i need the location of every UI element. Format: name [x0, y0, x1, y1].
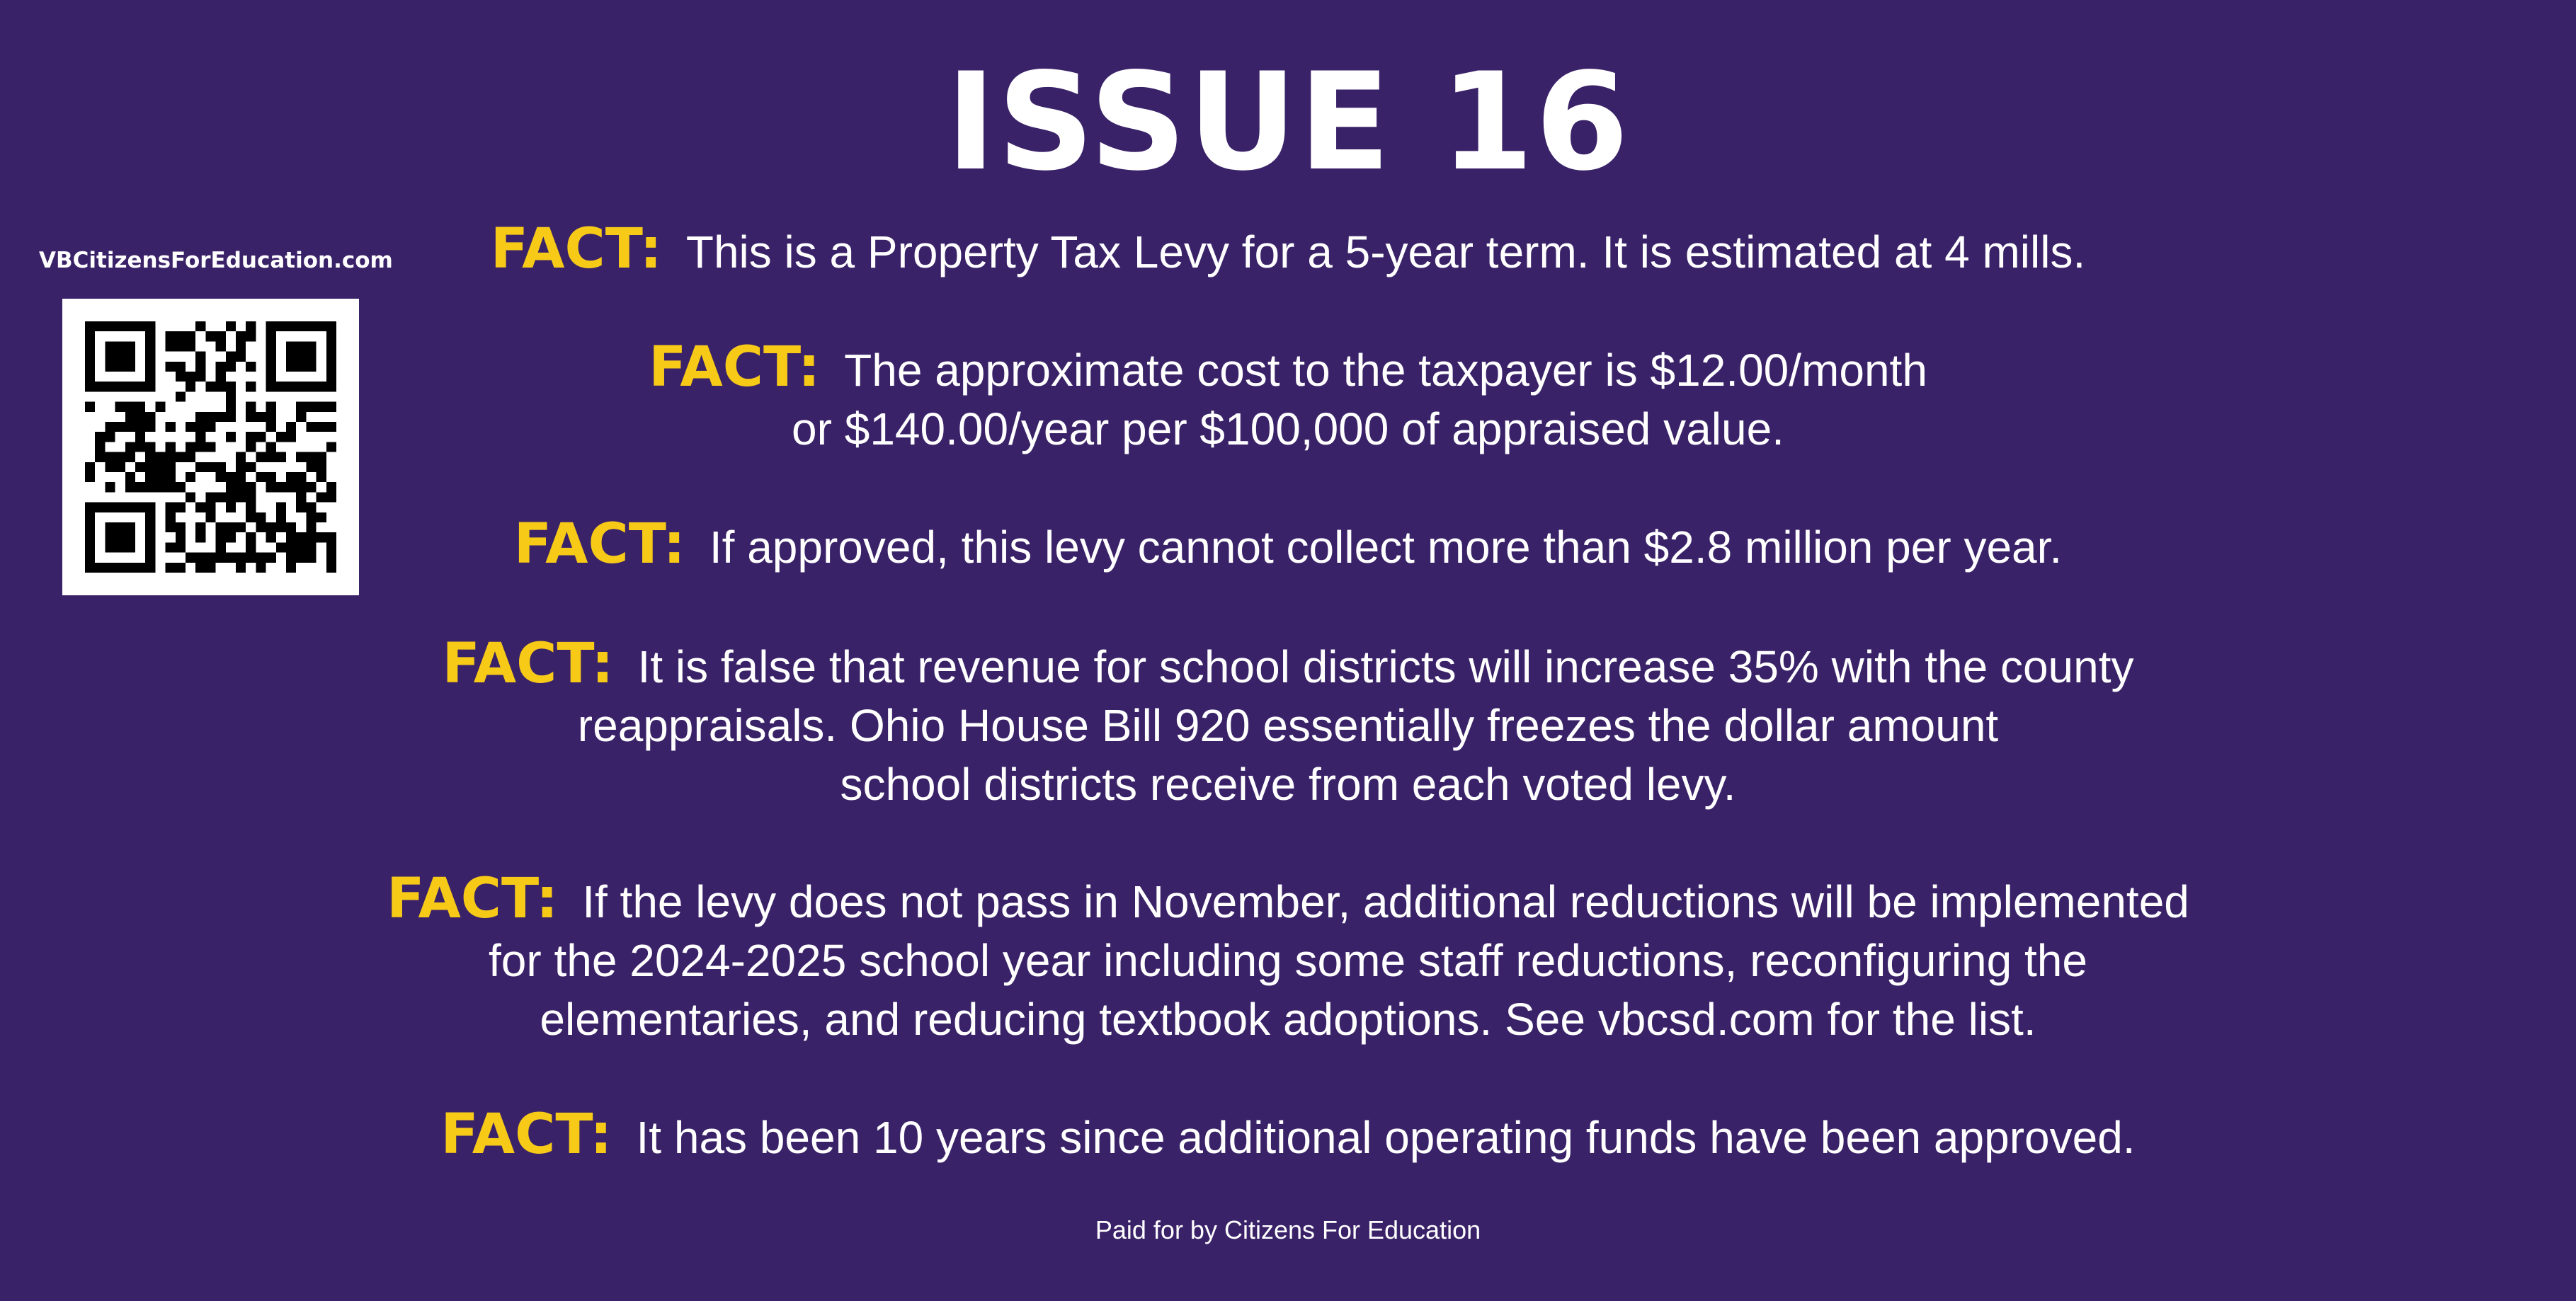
- qr-module: [216, 472, 226, 482]
- qr-module: [326, 321, 336, 331]
- qr-module: [166, 482, 176, 492]
- fact-line: for the 2024-2025 school year including some staff reductions, reconfiguring the: [489, 935, 2087, 986]
- qr-module: [236, 492, 246, 502]
- fact-label: FACT:: [442, 632, 614, 696]
- qr-module: [205, 462, 215, 472]
- qr-module: [125, 482, 135, 492]
- fact-line: school districts receive from each voted levy.: [840, 759, 1736, 810]
- qr-module: [125, 472, 135, 482]
- qr-module: [226, 472, 236, 482]
- fact-text: If the levy does not pass in November, additional reductions will be implemented: [582, 876, 2189, 927]
- qr-module: [85, 321, 95, 331]
- qr-module: [145, 482, 155, 492]
- fact-3: [0, 512, 2576, 577]
- fact-text: The approximate cost to the taxpayer is $12.00/month: [844, 345, 1927, 396]
- fact-label: FACT:: [649, 336, 821, 399]
- qr-module: [95, 503, 105, 512]
- qr-module: [246, 321, 256, 331]
- qr-module: [95, 321, 105, 331]
- qr-module: [205, 503, 215, 512]
- qr-module: [186, 492, 195, 502]
- fact-line: [0, 867, 2576, 932]
- qr-module: [186, 472, 195, 482]
- qr-module: [326, 492, 336, 502]
- qr-module: [317, 492, 326, 502]
- fact-line: [0, 217, 2576, 282]
- qr-module: [236, 462, 246, 472]
- qr-module: [296, 492, 306, 502]
- qr-module: [125, 503, 135, 512]
- qr-module: [205, 492, 215, 502]
- qr-module: [306, 321, 316, 331]
- qr-module: [266, 482, 276, 492]
- fact-line: reappraisals. Ohio House Bill 920 essentially freezes the dollar amount: [577, 700, 1999, 751]
- qr-module: [286, 321, 296, 331]
- qr-module: [135, 503, 145, 512]
- fact-label: FACT:: [490, 217, 662, 281]
- fact-line: [0, 1103, 2576, 1167]
- qr-module: [317, 462, 326, 472]
- qr-module: [85, 462, 95, 472]
- fact-line: or $140.00/year per $100,000 of appraised value.: [792, 403, 1784, 454]
- fact-4: [0, 632, 2576, 814]
- qr-module: [226, 321, 236, 331]
- qr-module: [155, 472, 165, 482]
- qr-module: [286, 472, 296, 482]
- qr-module: [195, 462, 205, 472]
- qr-module: [195, 503, 205, 512]
- qr-module: [276, 321, 286, 331]
- qr-module: [246, 503, 256, 512]
- qr-module: [306, 462, 316, 472]
- qr-module: [236, 472, 246, 482]
- qr-module: [145, 472, 155, 482]
- fact-label: FACT:: [387, 867, 559, 931]
- qr-module: [176, 482, 186, 492]
- qr-module: [296, 503, 306, 512]
- fact-line: [0, 632, 2576, 697]
- fact-text: It is false that revenue for school districts will increase 35% with the county: [637, 641, 2134, 692]
- fact-line: [0, 512, 2576, 577]
- fact-text: If approved, this levy cannot collect more than $2.8 million per year.: [709, 522, 2063, 573]
- qr-module: [286, 482, 296, 492]
- qr-module: [246, 492, 256, 502]
- qr-module: [145, 321, 155, 331]
- qr-module: [317, 472, 326, 482]
- paid-for-disclaimer: Paid for by Citizens For Education: [1095, 1215, 1481, 1244]
- qr-module: [246, 462, 256, 472]
- qr-module: [155, 482, 165, 492]
- qr-module: [306, 482, 316, 492]
- qr-module: [105, 482, 115, 492]
- fact-2: [0, 338, 2576, 459]
- qr-module: [166, 462, 176, 472]
- qr-module: [195, 321, 205, 331]
- qr-module: [145, 503, 155, 512]
- fact-text: This is a Property Tax Levy for a 5-year term. It is estimated at 4 mills.: [685, 227, 2086, 277]
- qr-module: [135, 321, 145, 331]
- qr-module: [85, 503, 95, 512]
- qr-module: [296, 472, 306, 482]
- qr-module: [216, 492, 226, 502]
- qr-module: [105, 462, 115, 472]
- qr-module: [296, 321, 306, 331]
- qr-module: [226, 492, 236, 502]
- qr-module: [115, 321, 125, 331]
- qr-module: [216, 462, 226, 472]
- fact-text: It has been 10 years since additional operating funds have been approved.: [636, 1112, 2136, 1163]
- qr-module: [105, 503, 115, 512]
- qr-module: [266, 472, 276, 482]
- fact-5: [0, 867, 2576, 1049]
- page-title: ISSUE 16: [945, 44, 1631, 200]
- qr-module: [276, 482, 286, 492]
- qr-module: [317, 321, 326, 331]
- qr-module: [166, 503, 176, 512]
- qr-module: [256, 472, 266, 482]
- qr-module: [135, 462, 145, 472]
- qr-module: [226, 503, 236, 512]
- qr-module: [226, 482, 236, 492]
- qr-module: [85, 472, 95, 482]
- fact-6: [0, 1103, 2576, 1167]
- qr-module: [145, 462, 155, 472]
- qr-module: [296, 482, 306, 492]
- fact-line: elementaries, and reducing textbook adoptions. See vbcsd.com for the list.: [540, 994, 2036, 1045]
- qr-module: [166, 472, 176, 482]
- fact-line: [0, 338, 2576, 400]
- qr-module: [105, 321, 115, 331]
- website-label: VBCitizensForEducation.com: [39, 248, 393, 273]
- qr-module: [306, 503, 316, 512]
- qr-module: [276, 503, 286, 512]
- qr-module: [155, 462, 165, 472]
- qr-module: [176, 503, 186, 512]
- qr-module: [236, 482, 246, 492]
- fact-label: FACT:: [440, 1103, 612, 1167]
- qr-module: [125, 321, 135, 331]
- qr-module: [135, 482, 145, 492]
- fact-1: [0, 217, 2576, 282]
- qr-module: [326, 482, 336, 492]
- qr-module: [266, 321, 276, 331]
- qr-module: [246, 482, 256, 492]
- qr-module: [115, 462, 125, 472]
- fact-label: FACT:: [513, 512, 685, 576]
- qr-module: [115, 503, 125, 512]
